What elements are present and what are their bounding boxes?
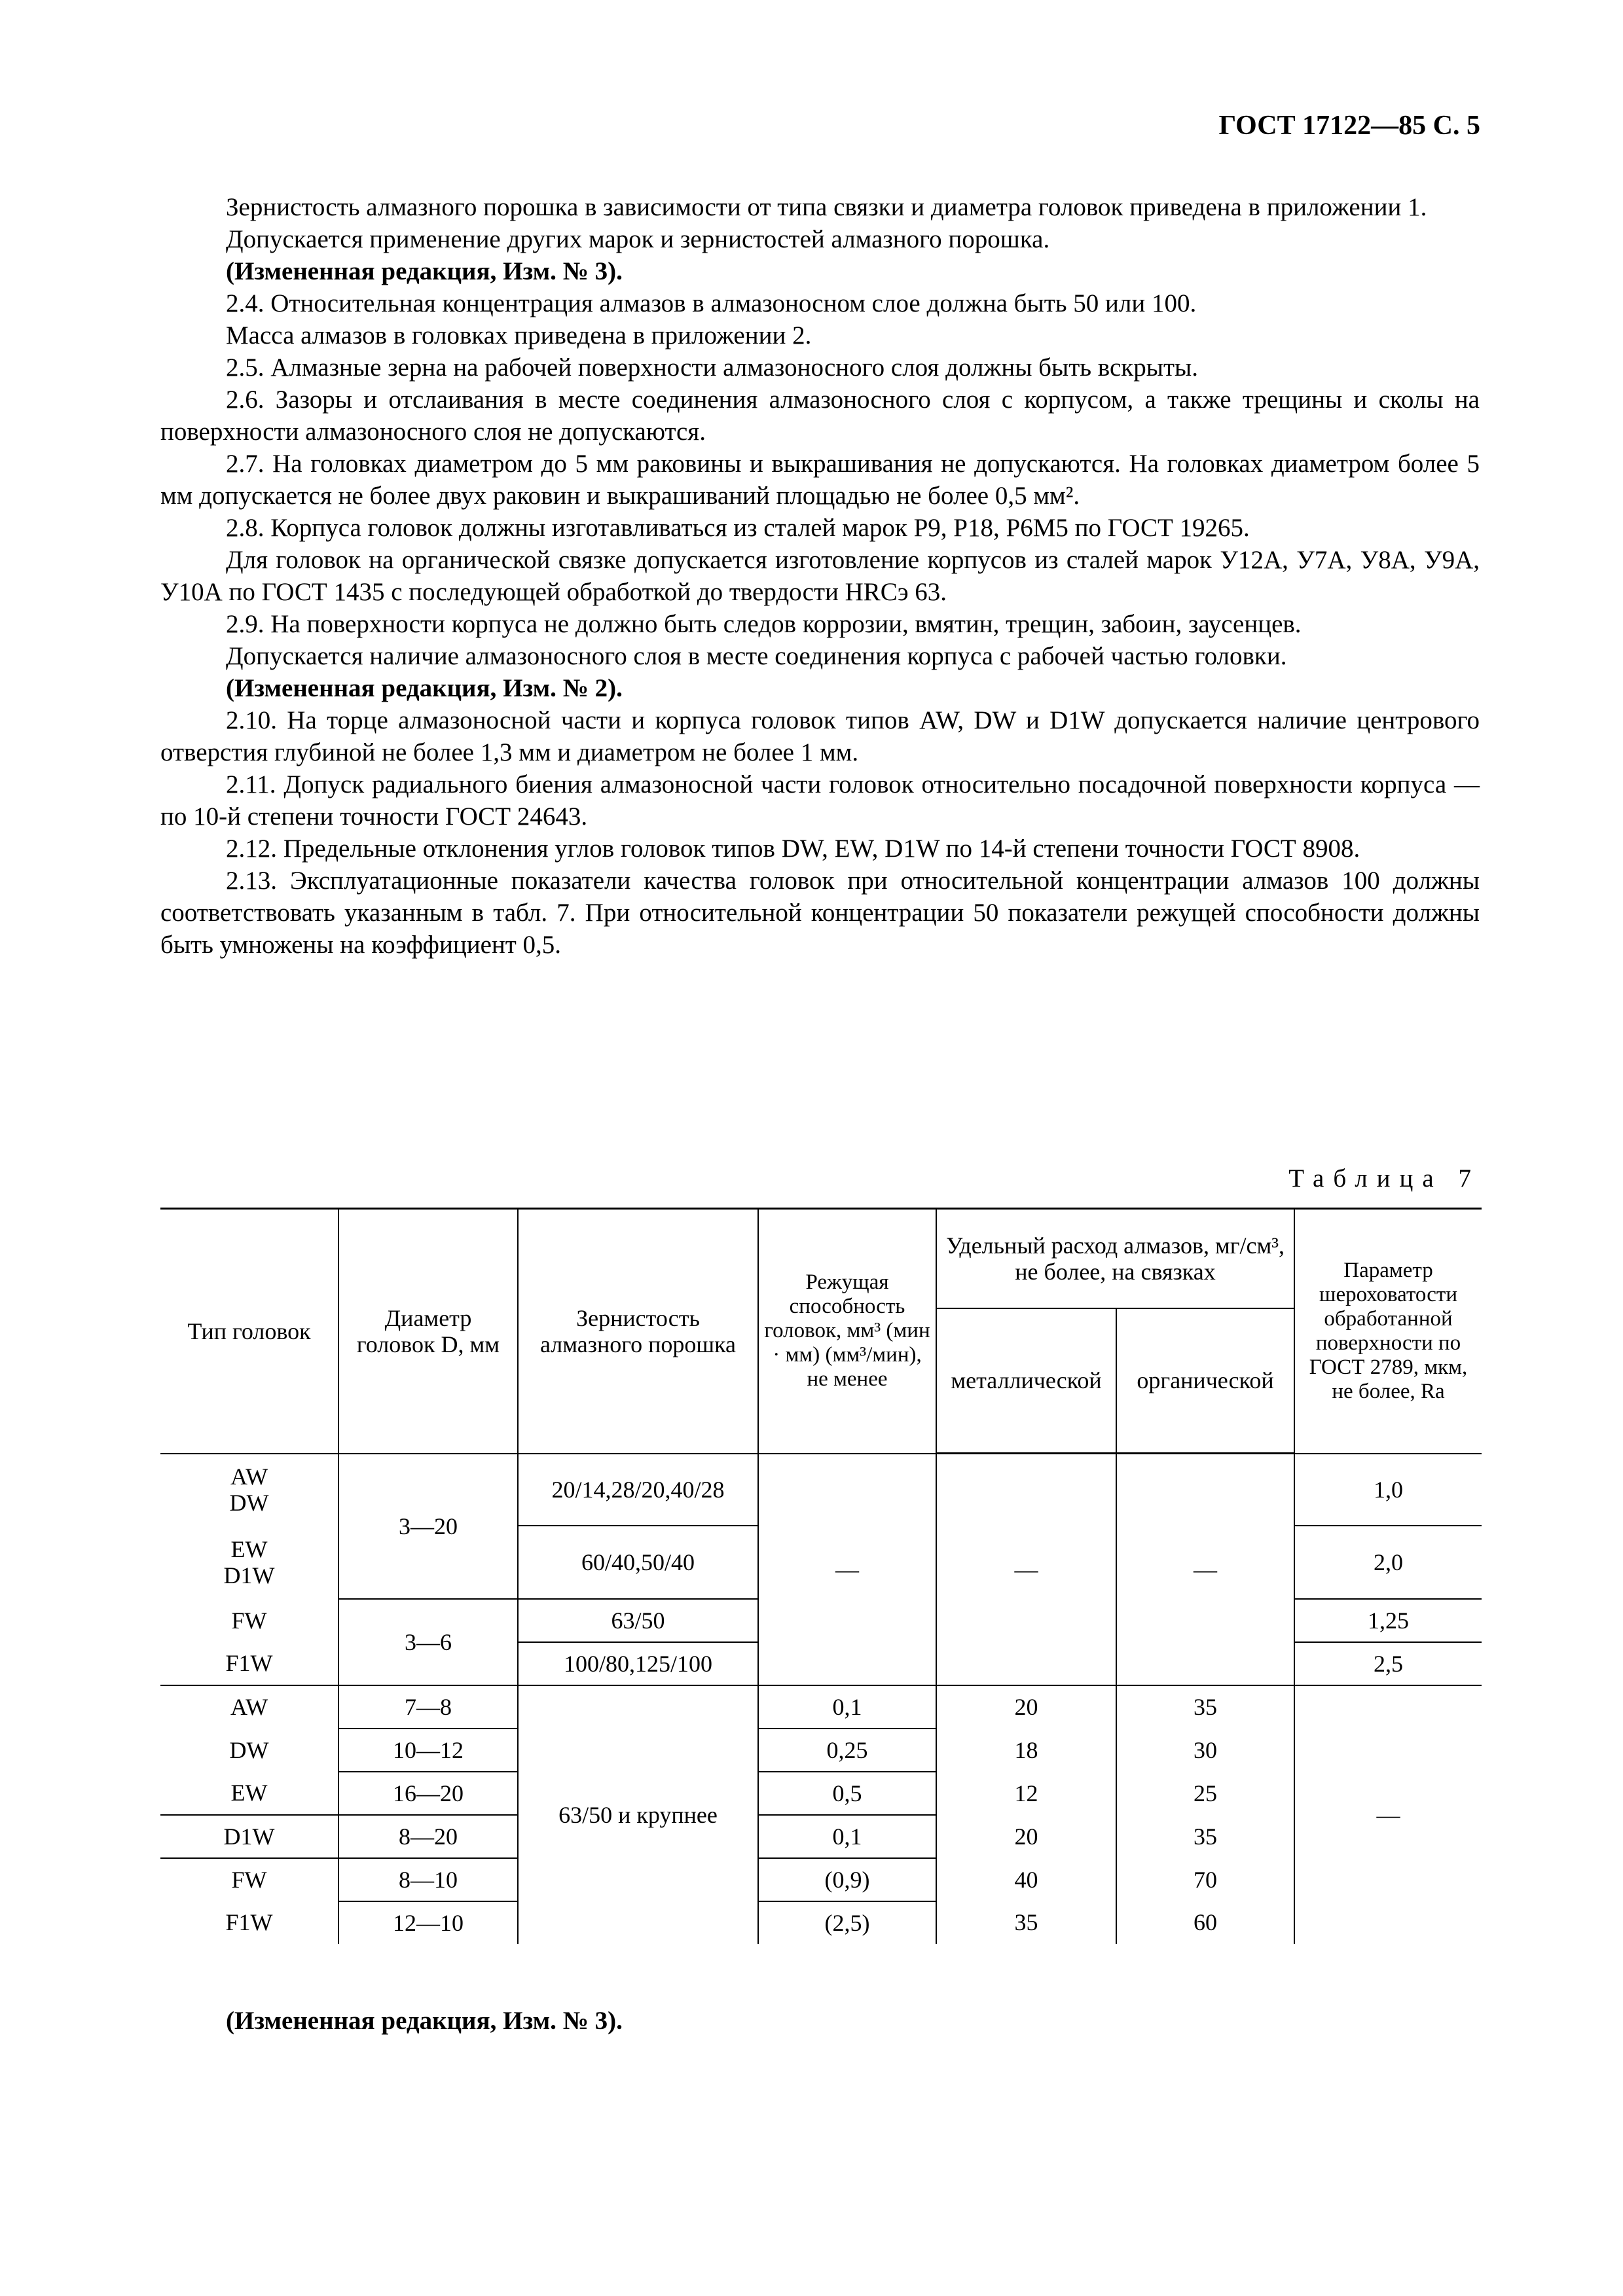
organic-cell: — [1116,1454,1294,1685]
metal-cell: 18 [936,1729,1116,1772]
header-roughness: Параметр шероховатости обработанной поверхности по ГОСТ 2789, мкм, не более, Ra [1294,1209,1482,1454]
cutting-cell: 0,25 [758,1729,936,1772]
grain-cell: 63/50 [518,1599,758,1642]
grain-cell: 20/14,28/20,40/28 [518,1454,758,1526]
paragraph: 2.5. Алмазные зерна на рабочей поверхности алмазоносного слоя должны быть вскрыты. [226,353,1198,382]
diameter-cell: 12—10 [338,1901,518,1944]
type-cell: FW [160,1858,338,1901]
diameter-cell: 3—20 [338,1454,518,1599]
organic-cell: 60 [1116,1901,1294,1944]
paragraph: Допускается применение других марок и зернистостей алмазного порошка. [226,225,1050,253]
cutting-cell: (0,9) [758,1858,936,1901]
diameter-cell: 3—6 [338,1599,518,1685]
cutting-cell: 0,1 [758,1685,936,1729]
spec-table-7 [160,1208,1482,1944]
metal-cell: — [936,1454,1116,1685]
type-cell: AW [160,1685,338,1729]
organic-cell: 35 [1116,1815,1294,1858]
type-cell: EW D1W [160,1526,338,1599]
header-metal: металлической [936,1308,1116,1454]
paragraph: Допускается наличие алмазоносного слоя в месте соединения корпуса с рабочей частью головки. [226,642,1287,670]
type-cell: DW [160,1729,338,1772]
paragraph: 2.11. Допуск радиального биения алмазоносной части головок относительно посадочной поверхности корпуса — по 10-й степени точности ГОСТ 24643. [160,770,1480,831]
metal-cell: 20 [936,1685,1116,1729]
cutting-cell: (2,5) [758,1901,936,1944]
header-grain: Зернистость алмазного порошка [518,1209,758,1454]
diameter-cell: 8—20 [338,1815,518,1858]
grain-cell: 100/80,125/100 [518,1642,758,1685]
diameter-cell: 16—20 [338,1772,518,1815]
grain-cell: 63/50 и крупнее [518,1685,758,1944]
amendment-note: (Измененная редакция, Изм. № 2). [226,674,623,702]
paragraph: 2.13. Эксплуатационные показатели качества головок при относительной концентрации алмазов 100 должны соответствовать указанным в табл. 7. При относительной концентрации 50 показатели режущей способности должны быть умножены на коэффициент 0,5. [160,867,1480,959]
cutting-cell: 0,1 [758,1815,936,1858]
roughness-cell: 2,5 [1294,1642,1482,1685]
paragraph: 2.12. Предельные отклонения углов головок типов DW, EW, D1W по 14-й степени точности ГОСТ 8908. [226,834,1360,863]
type-cell: F1W [160,1642,338,1685]
metal-cell: 40 [936,1858,1116,1901]
paragraph: 2.10. На торце алмазоносной части и корпуса головок типов AW, DW и D1W допускается наличие центрового отверстия глубиной не более 1,3 мм и диаметром не более 1 мм. [160,706,1480,766]
organic-cell: 30 [1116,1729,1294,1772]
metal-cell: 12 [936,1772,1116,1815]
header-organic: органической [1116,1308,1294,1454]
metal-cell: 20 [936,1815,1116,1858]
grain-cell: 60/40,50/40 [518,1526,758,1599]
header-consumption: Удельный расход алмазов, мг/см³, не более, на связках [936,1209,1294,1308]
body-text [160,191,1480,961]
paragraph: 2.6. Зазоры и отслаивания в месте соединения алмазоносного слоя с корпусом, а также трещины и сколы на поверхности алмазоносного слоя не допускаются. [160,386,1480,446]
paragraph: 2.9. На поверхности корпуса не должно быть следов коррозии, вмятин, трещин, забоин, заусенцев. [226,610,1302,638]
diameter-cell: 8—10 [338,1858,518,1901]
organic-cell: 70 [1116,1858,1294,1901]
header-diameter: Диаметр головок D, мм [338,1209,518,1454]
amendment-note-footer: (Измененная редакция, Изм. № 3). [226,2007,623,2035]
paragraph: 2.8. Корпуса головок должны изготавливаться из сталей марок Р9, Р18, Р6М5 по ГОСТ 19265. [226,514,1250,542]
cutting-cell: 0,5 [758,1772,936,1815]
paragraph: Зернистость алмазного порошка в зависимости от типа связки и диаметра головок приведена в приложении 1. [226,193,1427,221]
header-cutting: Режущая способность головок, мм³ (мин · мм) (мм³/мин), не менее [758,1209,936,1454]
organic-cell: 35 [1116,1685,1294,1729]
header-type: Тип головок [160,1209,338,1454]
roughness-cell: 2,0 [1294,1526,1482,1599]
type-cell: AW DW [160,1454,338,1526]
metal-cell: 35 [936,1901,1116,1944]
paragraph: 2.4. Относительная концентрация алмазов в алмазоносном слое должна быть 50 или 100. [226,289,1197,317]
roughness-cell: — [1294,1685,1482,1944]
diameter-cell: 10—12 [338,1729,518,1772]
type-cell: EW [160,1772,338,1815]
roughness-cell: 1,25 [1294,1599,1482,1642]
type-cell: F1W [160,1901,338,1944]
organic-cell: 25 [1116,1772,1294,1815]
roughness-cell: 1,0 [1294,1454,1482,1526]
paragraph: Для головок на органической связке допускается изготовление корпусов из сталей марок У12А, У7А, У8А, У9А, У10А по ГОСТ 1435 с последующей обработкой до твердости HRCэ 63. [160,546,1480,606]
diameter-cell: 7—8 [338,1685,518,1729]
type-cell: D1W [160,1815,338,1858]
type-cell: FW [160,1599,338,1642]
running-header: ГОСТ 17122—85 С. 5 [1218,111,1480,141]
table-caption: Таблица 7 [1288,1164,1480,1193]
paragraph: 2.7. На головках диаметром до 5 мм раковины и выкрашивания не допускаются. На головках диаметром более 5 мм допускается не более двух раковин и выкрашиваний площадью не более 0,5 мм². [160,450,1480,510]
cutting-cell: — [758,1454,936,1685]
amendment-note: (Измененная редакция, Изм. № 3). [226,257,623,285]
paragraph: Масса алмазов в головках приведена в приложении 2. [226,321,812,350]
